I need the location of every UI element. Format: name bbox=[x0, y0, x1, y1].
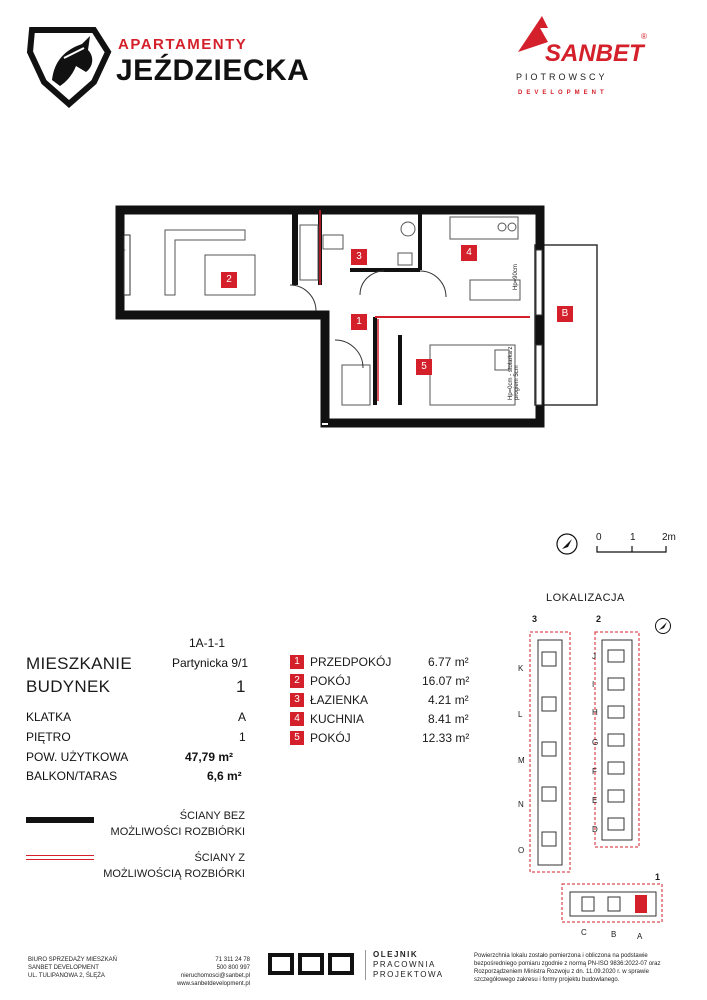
mieszkanie-label: MIESZKANIE bbox=[26, 654, 132, 673]
legend-red-text bbox=[100, 850, 245, 882]
left-letter-O: O bbox=[518, 846, 525, 855]
room-name: PRZEDPOKÓJ bbox=[310, 654, 392, 669]
plan-tag-3: 3 bbox=[351, 249, 367, 265]
left-letter-K: K bbox=[518, 664, 524, 673]
detail-label-klatka: KLATKA bbox=[26, 710, 72, 724]
architect-name bbox=[373, 950, 444, 980]
detail-value-pietro: 1 bbox=[239, 730, 246, 744]
phone-1: 71 311 24 78 bbox=[215, 957, 250, 963]
plan-tag-2: 2 bbox=[221, 272, 237, 288]
legend-red-line bbox=[26, 855, 94, 860]
developer-name: SANBET bbox=[545, 40, 644, 67]
bottom-letter-A: A bbox=[637, 932, 643, 941]
room-name: POKÓJ bbox=[310, 730, 351, 745]
right-letter-G: G bbox=[592, 738, 599, 747]
developer-sub: PIOTROWSCY bbox=[516, 72, 608, 82]
footer-contact bbox=[150, 956, 250, 988]
room-name: POKÓJ bbox=[310, 673, 351, 688]
plan-tag-balcony: B bbox=[557, 306, 573, 322]
disclaimer: Powierzchnia lokalu zostało pomierzona i obliczona na podstawie bezpośredniego pomiaru zgodnie z normą PN-ISO 9836:2022-07 oraz Rozporządzeniem Ministra Rozwoju z dn. 11.09.2020 r. w sprawie szczegółowego zakresu i formy projektu budowlanego. bbox=[474, 953, 661, 983]
office-line1: BIURO SPRZEDAŻY MIESZKAŃ bbox=[28, 957, 117, 963]
building-3-label: 3 bbox=[532, 614, 538, 624]
detail-label-pietro: PIĘTRO bbox=[26, 730, 71, 744]
registered-icon: ® bbox=[641, 32, 647, 41]
opp-logo-icon bbox=[268, 951, 358, 979]
room-area: 12.33 m² bbox=[422, 730, 470, 745]
office-line3: UL. TULIPANOWA 2, ŚLĘŻA bbox=[28, 973, 105, 979]
room-num: 4 bbox=[290, 712, 304, 726]
room-area: 16.07 m² bbox=[422, 673, 470, 688]
budynek-label: BUDYNEK bbox=[26, 677, 111, 696]
window-note-2: Hp=90cm bbox=[513, 264, 519, 290]
email[interactable]: nieruchomosci@sanbet.pl bbox=[180, 973, 250, 979]
room-num: 5 bbox=[290, 731, 304, 745]
room-area: 8.41 m² bbox=[428, 711, 469, 726]
compass-icon bbox=[555, 532, 579, 556]
legend-red-line2: MOŻLIWOŚCIĄ ROZBIÓRKI bbox=[103, 868, 245, 880]
horse-logo-icon bbox=[24, 22, 114, 108]
bottom-letter-C: C bbox=[581, 928, 587, 937]
budynek-value: 1 bbox=[236, 677, 246, 696]
scale-bar bbox=[596, 546, 676, 554]
room-num: 1 bbox=[290, 655, 304, 669]
rooms-list bbox=[290, 652, 490, 747]
legend-solid-line2: MOŻLIWOŚCI ROZBIÓRKI bbox=[110, 826, 245, 838]
architect-line3: PROJEKTOWA bbox=[373, 970, 444, 979]
website-link[interactable]: www.sanbetdevelopment.pl bbox=[176, 981, 250, 987]
list-item bbox=[290, 709, 490, 728]
legend-solid-line bbox=[26, 817, 94, 823]
list-item bbox=[290, 671, 490, 690]
developer-dev: DEVELOPMENT bbox=[518, 90, 608, 96]
location-title: LOKALIZACJA bbox=[546, 592, 625, 604]
architect-line1: OLEJNIK bbox=[373, 950, 419, 959]
scale-label-2: 2m bbox=[662, 532, 676, 543]
right-letter-H: H bbox=[592, 708, 598, 717]
building-1-label: 1 bbox=[655, 872, 661, 882]
right-letter-J: J bbox=[592, 652, 596, 661]
brand-main: JEŹDZIECKA bbox=[116, 54, 310, 87]
phone-2: 500 800 997 bbox=[216, 965, 250, 971]
room-area: 4.21 m² bbox=[428, 692, 469, 707]
plan-tag-4: 4 bbox=[461, 245, 477, 261]
left-letter-L: L bbox=[518, 710, 523, 719]
office-line2: SANBET DEVELOPMENT bbox=[28, 965, 99, 971]
scale-label-0: 0 bbox=[596, 532, 602, 543]
window-note-1: Hp=90cm bbox=[120, 229, 126, 255]
right-letter-E: E bbox=[592, 796, 598, 805]
legend-solid-text bbox=[100, 808, 245, 840]
room-num: 2 bbox=[290, 674, 304, 688]
room-num: 3 bbox=[290, 693, 304, 707]
right-letter-D: D bbox=[592, 825, 598, 834]
scale-label-1: 1 bbox=[630, 532, 636, 543]
bottom-letter-B: B bbox=[611, 930, 617, 939]
plan-tag-5: 5 bbox=[416, 359, 432, 375]
detail-value-area: 47,79 m² bbox=[185, 750, 234, 764]
apartment-address: Partynicka 9/1 bbox=[172, 656, 249, 670]
footer-office bbox=[28, 956, 158, 980]
list-item bbox=[290, 652, 490, 671]
detail-label-balcony: BALKON/TARAS bbox=[26, 769, 118, 783]
list-item bbox=[290, 728, 490, 747]
detail-value-balcony: 6,6 m² bbox=[207, 769, 242, 783]
footer-divider bbox=[365, 950, 366, 980]
apartment-code: 1A-1-1 bbox=[189, 636, 226, 650]
left-letter-N: N bbox=[518, 800, 524, 809]
window-note-3: Hp=0cm - stolarka z progiem 5cm bbox=[508, 346, 520, 400]
architect-line2: PRACOWNIA bbox=[373, 960, 436, 969]
detail-label-area: POW. UŻYTKOWA bbox=[26, 750, 129, 764]
room-area: 6.77 m² bbox=[428, 654, 469, 669]
legend-solid-line1: ŚCIANY BEZ bbox=[179, 810, 245, 822]
room-name: KUCHNIA bbox=[310, 711, 365, 726]
detail-value-klatka: A bbox=[238, 710, 247, 724]
list-item bbox=[290, 690, 490, 709]
legend-red-line1: ŚCIANY Z bbox=[194, 852, 245, 864]
brand-top: APARTAMENTY bbox=[118, 36, 248, 53]
right-letter-F: F bbox=[592, 767, 597, 776]
right-letter-I: I bbox=[592, 680, 595, 689]
left-letter-M: M bbox=[518, 756, 525, 765]
plan-tag-1: 1 bbox=[351, 314, 367, 330]
location-map bbox=[520, 622, 670, 932]
room-name: ŁAZIENKA bbox=[310, 692, 369, 707]
building-2-label: 2 bbox=[596, 614, 602, 624]
